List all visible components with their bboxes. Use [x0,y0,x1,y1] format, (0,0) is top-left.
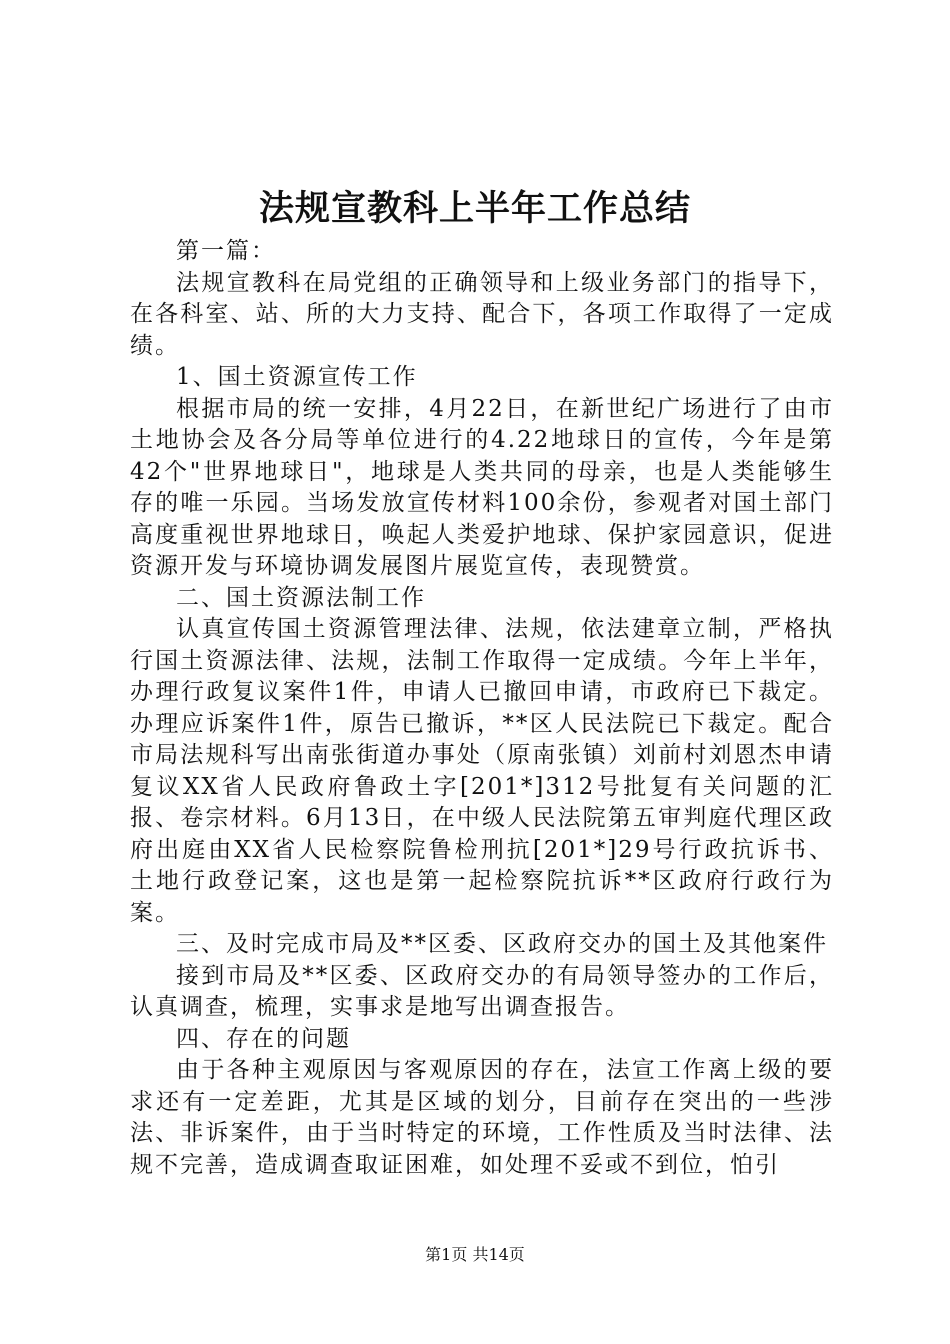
body-paragraph: 根据市局的统一安排，4月22日，在新世纪广场进行了由市土地协会及各分局等单位进行的4.22地球日的宣传，今年是第42个"世界地球日"，地球是人类共同的母亲，也是人类能够生存的唯一乐园。当场发放宣传材料100余份，参观者对国土部门高度重视世界地球日，唤起人类爱护地球、保护家园意识，促进资源开发与环境协调发展图片展览宣传，表现赞赏。 [130,395,834,579]
body-paragraph: 认真宣传国土资源管理法律、法规，依法建章立制，严格执行国土资源法律、法规，法制工作取得一定成绩。今年上半年，办理行政复议案件1件，申请人已撤回申请，市政府已下裁定。办理应诉案件1件，原告已撤诉，**区人民法院已下裁定。配合市局法规科写出南张街道办事处（原南张镇）刘前村刘恩杰申请复议XX省人民政府鲁政土字[201*]312号批复有关问题的汇报、卷宗材料。6月13日，在中级人民法院第五审判庭代理区政府出庭由XX省人民检察院鲁检刑抗[201*]29号行政抗诉书、土地行政登记案，这也是第一起检察院抗诉**区政府行政行为案。 [130,616,834,926]
document-body [130,236,834,1181]
body-paragraph: 由于各种主观原因与客观原因的存在，法宣工作离上级的要求还有一定差距，尤其是区域的划分，目前存在突出的一些涉法、非诉案件，由于当时特定的环境，工作性质及当时法律、法规不完善，造成调查取证困难，如处理不妥或不到位，怕引 [130,1057,834,1178]
section-heading: 四、存在的问题 [176,1025,351,1052]
body-paragraph: 接到市局及**区委、区政府交办的有局领导签办的工作后，认真调查，梳理，实事求是地写出调查报告。 [130,962,834,1020]
body-paragraph: 法规宣教科在局党组的正确领导和上级业务部门的指导下，在各科室、站、所的大力支持、配合下，各项工作取得了一定成绩。 [130,269,834,359]
section-heading: 1、国土资源宣传工作 [176,364,418,390]
section-heading: 二、国土资源法制工作 [176,584,426,611]
section-label: 第一篇： [176,238,276,264]
page-number-footer: 第1页 共14页 [425,1245,525,1264]
section-heading: 三、及时完成市局及**区委、区政府交办的国土及其他案件 [176,931,828,957]
document-title: 法规宣教科上半年工作总结 [258,188,691,229]
